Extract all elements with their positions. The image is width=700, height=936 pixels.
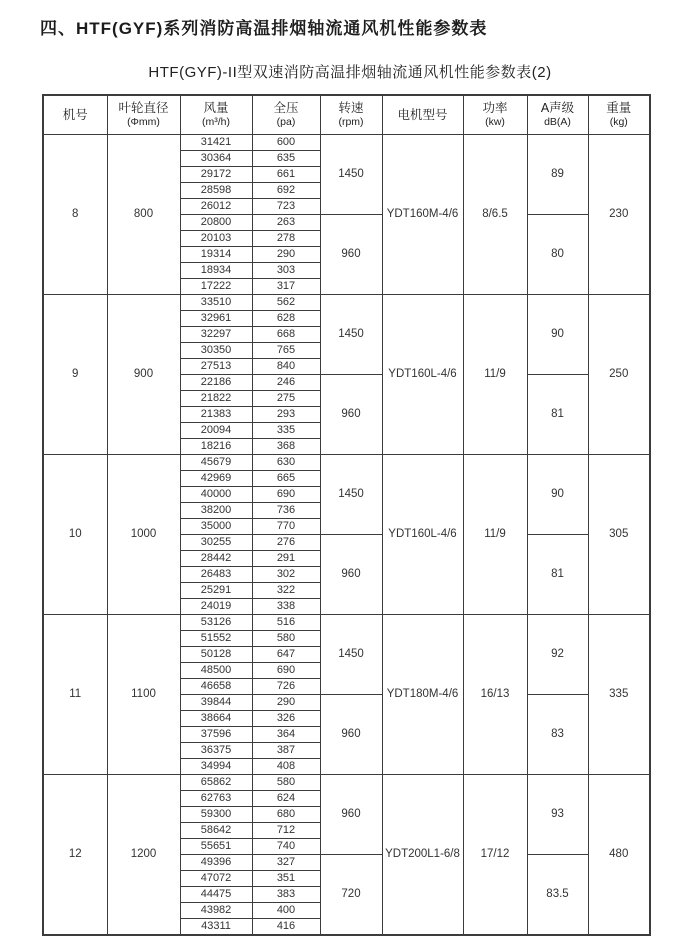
fan-no-cell: 10 — [43, 455, 107, 615]
air-flow-cell: 31421 — [180, 135, 252, 151]
air-flow-cell: 30255 — [180, 535, 252, 551]
power-cell: 17/12 — [463, 775, 527, 936]
air-flow-cell: 46658 — [180, 679, 252, 695]
air-flow-cell: 53126 — [180, 615, 252, 631]
air-flow-cell: 37596 — [180, 727, 252, 743]
total-pressure-cell: 765 — [252, 343, 320, 359]
motor-model-cell: YDT180M-4/6 — [382, 615, 463, 775]
total-pressure-cell: 351 — [252, 871, 320, 887]
air-flow-cell: 45679 — [180, 455, 252, 471]
air-flow-cell: 48500 — [180, 663, 252, 679]
noise-level-cell: 83.5 — [527, 855, 588, 936]
total-pressure-cell: 726 — [252, 679, 320, 695]
air-flow-cell: 62763 — [180, 791, 252, 807]
impeller-diameter-cell: 1000 — [107, 455, 180, 615]
noise-level-cell: 83 — [527, 695, 588, 775]
air-flow-cell: 58642 — [180, 823, 252, 839]
table-header-row — [43, 95, 650, 135]
power-cell: 8/6.5 — [463, 135, 527, 295]
total-pressure-cell: 690 — [252, 663, 320, 679]
air-flow-cell: 43982 — [180, 903, 252, 919]
data-row — [43, 295, 650, 311]
air-flow-cell: 33510 — [180, 295, 252, 311]
motor-model-cell: YDT200L1-6/8 — [382, 775, 463, 936]
total-pressure-cell: 338 — [252, 599, 320, 615]
fan-no-cell: 8 — [43, 135, 107, 295]
speed-cell: 960 — [320, 535, 382, 615]
total-pressure-cell: 692 — [252, 183, 320, 199]
power-cell: 16/13 — [463, 615, 527, 775]
noise-level-cell: 93 — [527, 775, 588, 855]
air-flow-cell: 42969 — [180, 471, 252, 487]
air-flow-cell: 22186 — [180, 375, 252, 391]
total-pressure-cell: 600 — [252, 135, 320, 151]
total-pressure-cell: 770 — [252, 519, 320, 535]
air-flow-cell: 44475 — [180, 887, 252, 903]
air-flow-cell: 34994 — [180, 759, 252, 775]
motor-model-cell: YDT160L-4/6 — [382, 455, 463, 615]
total-pressure-cell: 647 — [252, 647, 320, 663]
column-header-speed: 转速 (rpm) — [320, 95, 382, 135]
air-flow-cell: 27513 — [180, 359, 252, 375]
total-pressure-cell: 302 — [252, 567, 320, 583]
air-flow-cell: 25291 — [180, 583, 252, 599]
total-pressure-cell: 562 — [252, 295, 320, 311]
weight-cell: 480 — [588, 775, 650, 936]
total-pressure-cell: 665 — [252, 471, 320, 487]
air-flow-cell: 19314 — [180, 247, 252, 263]
total-pressure-cell: 840 — [252, 359, 320, 375]
air-flow-cell: 50128 — [180, 647, 252, 663]
air-flow-cell: 20094 — [180, 423, 252, 439]
total-pressure-cell: 387 — [252, 743, 320, 759]
total-pressure-cell: 580 — [252, 631, 320, 647]
total-pressure-cell: 712 — [252, 823, 320, 839]
page-title: 四、HTF(GYF)系列消防高温排烟轴流通风机性能参数表 — [40, 19, 488, 38]
noise-level-cell: 89 — [527, 135, 588, 215]
data-row — [43, 455, 650, 471]
total-pressure-cell: 335 — [252, 423, 320, 439]
air-flow-cell: 40000 — [180, 487, 252, 503]
total-pressure-cell: 628 — [252, 311, 320, 327]
speed-cell: 960 — [320, 375, 382, 455]
speed-cell: 1450 — [320, 455, 382, 535]
column-header-motor-model: 电机型号 — [382, 95, 463, 135]
air-flow-cell: 20103 — [180, 231, 252, 247]
air-flow-cell: 49396 — [180, 855, 252, 871]
column-header-noise-level: A声级 dB(A) — [527, 95, 588, 135]
total-pressure-cell: 368 — [252, 439, 320, 455]
total-pressure-cell: 246 — [252, 375, 320, 391]
air-flow-cell: 39844 — [180, 695, 252, 711]
total-pressure-cell: 290 — [252, 247, 320, 263]
air-flow-cell: 30350 — [180, 343, 252, 359]
total-pressure-cell: 661 — [252, 167, 320, 183]
air-flow-cell: 65862 — [180, 775, 252, 791]
total-pressure-cell: 326 — [252, 711, 320, 727]
air-flow-cell: 26483 — [180, 567, 252, 583]
air-flow-cell: 32961 — [180, 311, 252, 327]
column-header-total-pressure: 全压 (pa) — [252, 95, 320, 135]
noise-level-cell: 81 — [527, 535, 588, 615]
column-header-impeller-diameter: 叶轮直径 (Φmm) — [107, 95, 180, 135]
impeller-diameter-cell: 1100 — [107, 615, 180, 775]
column-header-fan-no: 机号 — [43, 95, 107, 135]
air-flow-cell: 20800 — [180, 215, 252, 231]
total-pressure-cell: 408 — [252, 759, 320, 775]
motor-model-cell: YDT160L-4/6 — [382, 295, 463, 455]
noise-level-cell: 90 — [527, 455, 588, 535]
total-pressure-cell: 736 — [252, 503, 320, 519]
column-header-power: 功率 (kw) — [463, 95, 527, 135]
noise-level-cell: 80 — [527, 215, 588, 295]
total-pressure-cell: 290 — [252, 695, 320, 711]
noise-level-cell: 90 — [527, 295, 588, 375]
air-flow-cell: 28442 — [180, 551, 252, 567]
speed-cell: 1450 — [320, 135, 382, 215]
data-row — [43, 775, 650, 791]
weight-cell: 230 — [588, 135, 650, 295]
air-flow-cell: 35000 — [180, 519, 252, 535]
total-pressure-cell: 275 — [252, 391, 320, 407]
total-pressure-cell: 690 — [252, 487, 320, 503]
total-pressure-cell: 624 — [252, 791, 320, 807]
total-pressure-cell: 668 — [252, 327, 320, 343]
total-pressure-cell: 740 — [252, 839, 320, 855]
air-flow-cell: 18216 — [180, 439, 252, 455]
motor-model-cell: YDT160M-4/6 — [382, 135, 463, 295]
fan-performance-table — [42, 94, 651, 936]
air-flow-cell: 38200 — [180, 503, 252, 519]
total-pressure-cell: 580 — [252, 775, 320, 791]
impeller-diameter-cell: 1200 — [107, 775, 180, 936]
data-row — [43, 615, 650, 631]
data-row — [43, 135, 650, 151]
total-pressure-cell: 278 — [252, 231, 320, 247]
total-pressure-cell: 327 — [252, 855, 320, 871]
air-flow-cell: 29172 — [180, 167, 252, 183]
fan-no-cell: 9 — [43, 295, 107, 455]
power-cell: 11/9 — [463, 295, 527, 455]
noise-level-cell: 92 — [527, 615, 588, 695]
air-flow-cell: 38664 — [180, 711, 252, 727]
air-flow-cell: 55651 — [180, 839, 252, 855]
air-flow-cell: 18934 — [180, 263, 252, 279]
air-flow-cell: 59300 — [180, 807, 252, 823]
total-pressure-cell: 383 — [252, 887, 320, 903]
fan-no-cell: 12 — [43, 775, 107, 936]
weight-cell: 335 — [588, 615, 650, 775]
impeller-diameter-cell: 800 — [107, 135, 180, 295]
speed-cell: 960 — [320, 215, 382, 295]
air-flow-cell: 21822 — [180, 391, 252, 407]
air-flow-cell: 32297 — [180, 327, 252, 343]
air-flow-cell: 30364 — [180, 151, 252, 167]
total-pressure-cell: 680 — [252, 807, 320, 823]
total-pressure-cell: 516 — [252, 615, 320, 631]
speed-cell: 1450 — [320, 295, 382, 375]
weight-cell: 305 — [588, 455, 650, 615]
speed-cell: 720 — [320, 855, 382, 936]
total-pressure-cell: 317 — [252, 279, 320, 295]
total-pressure-cell: 635 — [252, 151, 320, 167]
speed-cell: 960 — [320, 775, 382, 855]
total-pressure-cell: 263 — [252, 215, 320, 231]
power-cell: 11/9 — [463, 455, 527, 615]
column-header-weight: 重量 (kg) — [588, 95, 650, 135]
table-subtitle: HTF(GYF)-II型双速消防高温排烟轴流通风机性能参数表(2) — [148, 64, 552, 81]
speed-cell: 960 — [320, 695, 382, 775]
weight-cell: 250 — [588, 295, 650, 455]
air-flow-cell: 26012 — [180, 199, 252, 215]
total-pressure-cell: 630 — [252, 455, 320, 471]
column-header-air-flow: 风量 (m³/h) — [180, 95, 252, 135]
speed-cell: 1450 — [320, 615, 382, 695]
air-flow-cell: 28598 — [180, 183, 252, 199]
air-flow-cell: 36375 — [180, 743, 252, 759]
total-pressure-cell: 416 — [252, 919, 320, 936]
total-pressure-cell: 723 — [252, 199, 320, 215]
air-flow-cell: 24019 — [180, 599, 252, 615]
impeller-diameter-cell: 900 — [107, 295, 180, 455]
total-pressure-cell: 322 — [252, 583, 320, 599]
total-pressure-cell: 303 — [252, 263, 320, 279]
air-flow-cell: 47072 — [180, 871, 252, 887]
air-flow-cell: 51552 — [180, 631, 252, 647]
total-pressure-cell: 400 — [252, 903, 320, 919]
total-pressure-cell: 276 — [252, 535, 320, 551]
fan-no-cell: 11 — [43, 615, 107, 775]
total-pressure-cell: 293 — [252, 407, 320, 423]
total-pressure-cell: 364 — [252, 727, 320, 743]
noise-level-cell: 81 — [527, 375, 588, 455]
air-flow-cell: 43311 — [180, 919, 252, 936]
air-flow-cell: 21383 — [180, 407, 252, 423]
air-flow-cell: 17222 — [180, 279, 252, 295]
total-pressure-cell: 291 — [252, 551, 320, 567]
